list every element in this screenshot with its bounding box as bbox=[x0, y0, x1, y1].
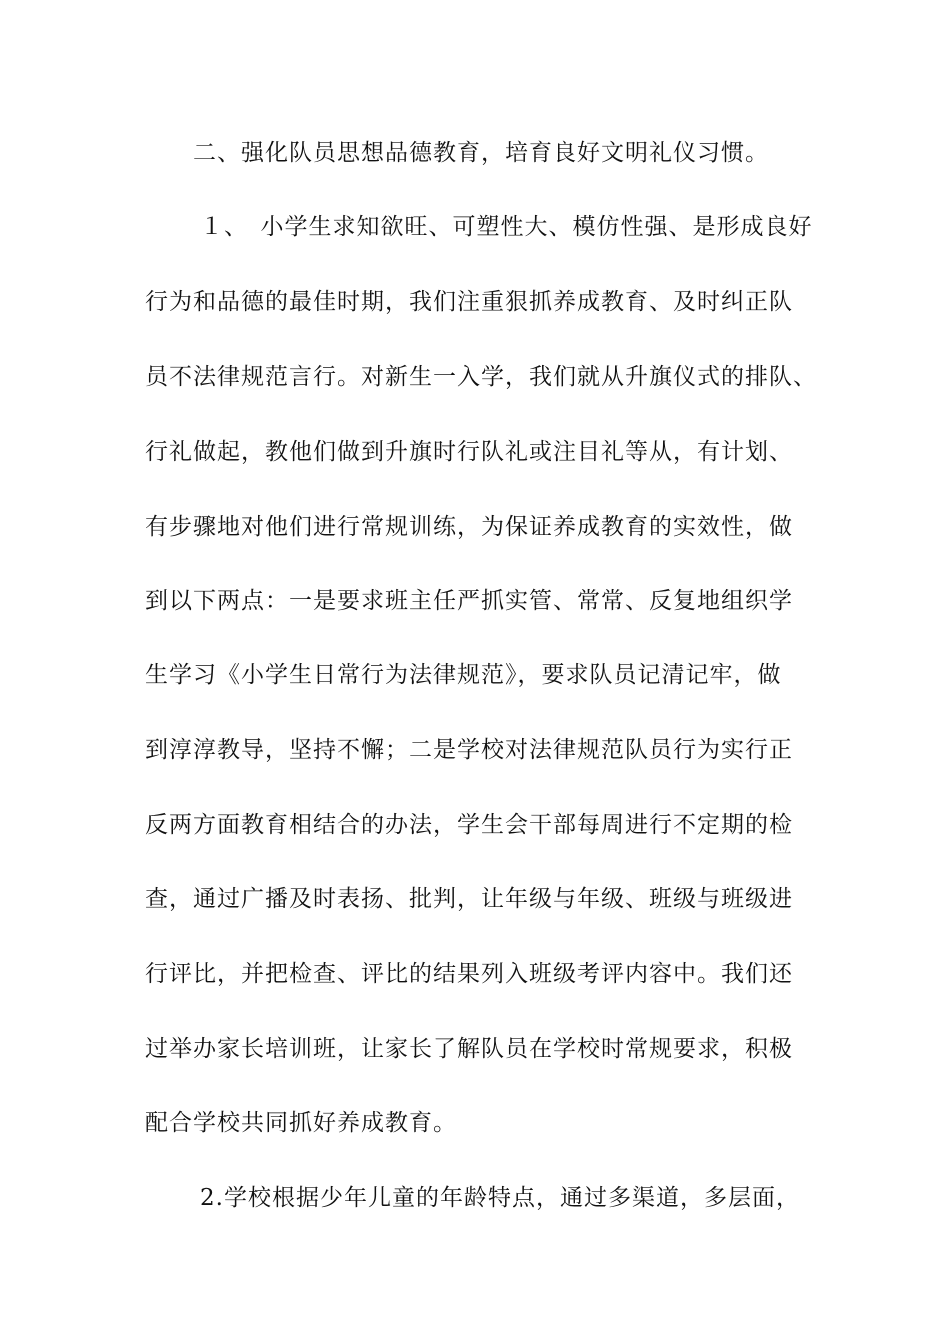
paragraph-line: 行礼做起，教他们做到升旗时行队礼或注目礼等从，有计划、 bbox=[145, 439, 793, 465]
paragraph-line: 2.学校根据少年儿童的年龄特点，通过多渠道，多层面， bbox=[200, 1185, 800, 1211]
paragraph-line: 有步骤地对他们进行常规训练，为保证养成教育的实效性，做 bbox=[145, 514, 793, 540]
paragraph-line: 反两方面教育相结合的办法，学生会干部每周进行不定期的检 bbox=[145, 812, 793, 838]
paragraph-line: 行评比，并把检查、评比的结果列入班级考评内容中。我们还 bbox=[145, 961, 793, 987]
paragraph-line: 员不法律规范言行。对新生一入学，我们就从升旗仪式的排队、 bbox=[145, 364, 817, 390]
paragraph-line: 到淳淳教导，坚持不懈；二是学校对法律规范队员行为实行正 bbox=[145, 737, 793, 763]
paragraph-line: １、 小学生求知欲旺、可塑性大、模仿性强、是形成良好 bbox=[200, 214, 813, 240]
paragraph-line: 到以下两点：一是要求班主任严抓实管、常常、反复地组织学 bbox=[145, 588, 793, 614]
paragraph-line: 行为和品德的最佳时期，我们注重狠抓养成教育、及时纠正队 bbox=[145, 289, 793, 315]
paragraph-line: 配合学校共同抓好养成教育。 bbox=[145, 1110, 457, 1136]
paragraph-line: 查，通过广播及时表扬、批判，让年级与年级、班级与班级进 bbox=[145, 886, 793, 912]
section-heading: 二、强化队员思想品德教育，培育良好文明礼仪习惯。 bbox=[193, 140, 769, 166]
paragraph-line: 过举办家长培训班，让家长了解队员在学校时常规要求，积极 bbox=[145, 1036, 793, 1062]
paragraph-line: 生学习《小学生日常行为法律规范》，要求队员记清记牢，做 bbox=[145, 662, 782, 688]
